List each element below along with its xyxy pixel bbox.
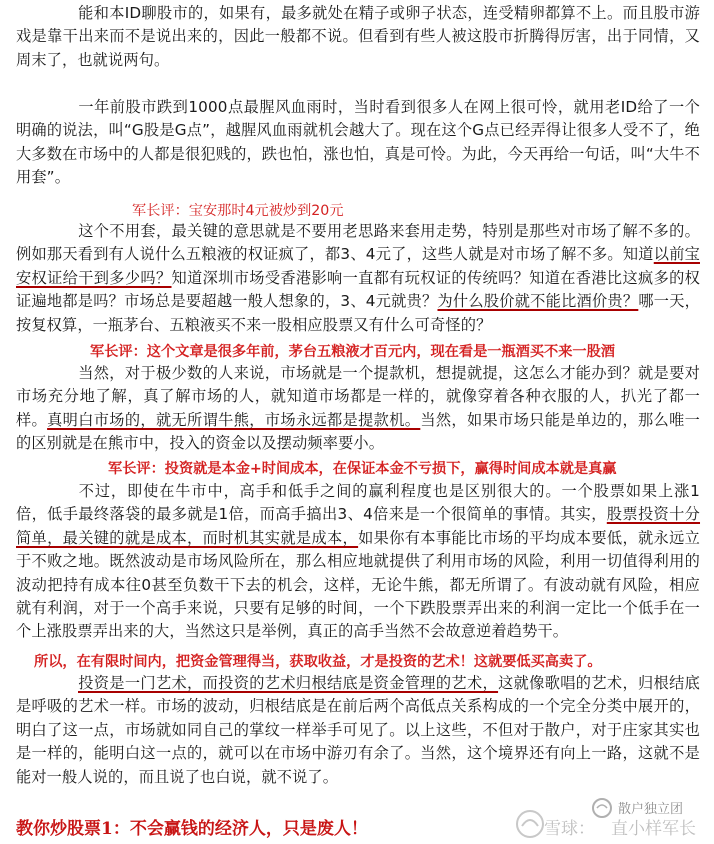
paragraph-text: 不过，即使在牛市中，高手和低手之间的赢利程度也是区别很大的。一个股票如果上涨1倍，低手最终落袋的最多就是1倍，而高手搞出3、4倍来是一个很简单的事情。其实， bbox=[16, 482, 700, 524]
underlined-phrase: 股票投资十分简单，最关键的就是成本，而时机其实就是成本， bbox=[16, 505, 701, 547]
commentary-2: 军长评：这个文章是很多年前，茅台五粮液才百元内，现在看是一瓶酒买不来一股酒 bbox=[90, 344, 615, 360]
paragraph-text: 能和本ID聊股市的，如果有，最多就处在精子或卵子状态，连受精卵都算不上。而且股市游戏是靠干出来而不是说出来的，因此一般都不说。但看到有些人被这股市折腾得厉害，出于同情，又周末了，也就说两句。 bbox=[16, 4, 700, 69]
paragraph-3 bbox=[16, 220, 700, 337]
underlined-phrase: 投资是一门艺术，而投资的艺术归根结底是资金管理的艺术， bbox=[78, 674, 499, 692]
paragraph-text: 当然，如果市场只能是单边的，那么唯一的区别就是在熊市中，投入的资金以及摆动频率要小。 bbox=[16, 410, 700, 453]
paragraph-text: 这就像歌唱的艺术，归根结底是呼吸的艺术一样。市场的波动，归根结底是在前后两个高低点关系构成的一个完全分类中展开的，明白了这一点，市场就如同自己的掌纹一样举手可见了。以上这些，不但对于散户，对于庄家其实也是一样的，能明白这一点的，就可以在市场中游刃有余了。当然，这个境界还有向上一路，这就不是能对一般人说的，而且说了也白说，就不说了。 bbox=[16, 674, 700, 786]
commentary-3: 军长评：投资就是本金+时间成本，在保证本金不亏损下，赢得时间成本就是真赢 bbox=[108, 461, 617, 477]
closing-title: 教你炒股票1：不会赢钱的经济人，只是废人！ bbox=[16, 819, 368, 839]
paragraph-text: 哪一天，按复权算，一瓶茅台、五粮液买不来一股相应股票又有什么可奇怪的？ bbox=[16, 292, 700, 334]
underlined-phrase: 以前宝安权证给干到多少吗？ bbox=[16, 245, 700, 287]
paragraph-text: 知道深圳市场受香港影响一直都有玩权证的传统吗？知道在香港比这疯多的权证遍地都是吗？市场总是要超越一般人想象的，3、4元就贵？ bbox=[16, 268, 701, 311]
paragraph-text: 一年前股市跌到1000点最腥风血雨时，当时看到很多人在网上很可怜，就用老ID给了一个明确的说法，叫“G股是G点”，越腥风血雨就机会越大了。现在这个G点已经弄得让很多人受不了，绝大多数在市场中的人都是很犯贱的，跌也怕，涨也怕，真是可怜。为此，今天再给一句话，叫“大牛不用套”。 bbox=[16, 98, 700, 187]
paragraph-4 bbox=[16, 362, 700, 456]
paragraph-6 bbox=[16, 672, 700, 789]
underlined-phrase: 为什么股价就不能比酒价贵？ bbox=[437, 292, 639, 311]
watermark-author bbox=[544, 814, 696, 839]
paragraph-text: 这个不用套，最关键的意思就是不要用老思路来套用走势，特别是那些对市场了解不多的。例如那天看到有人说什么五粮液的权证疯了，都3、4元了，这些人就是对市场了解不多。知道 bbox=[16, 222, 700, 264]
paragraph-intro-2 bbox=[16, 96, 700, 190]
paragraph-intro-1 bbox=[16, 2, 700, 72]
underlined-phrase: 真明白市场的，就无所谓牛熊，市场永远都是提款机。 bbox=[47, 410, 421, 429]
commentary-1: 军长评：宝安那时4元被炒到20元 bbox=[132, 203, 344, 219]
watermark bbox=[514, 796, 710, 840]
watermark-handle: 直小样军长 bbox=[611, 819, 696, 839]
watermark-site: 雪球： bbox=[544, 819, 595, 839]
commentary-4: 所以，在有限时间内，把资金管理得当，获取收益，才是投资的艺术！这就要低买高卖了。 bbox=[34, 654, 602, 670]
paragraph-5 bbox=[16, 480, 700, 644]
paragraph-text: 如果你有本事能比市场的平均成本要低，就永远立于不败之地。既然波动是市场风险所在，那么相应地就提供了利用市场的风险，利用一切值得利用的波动把持有成本往0甚至负数干下去的机会，这样，无论牛熊，都无所谓了。有波动就有风险，相应就有利润，对于一个高手来说，只要有足够的时间，一个下跌股票弄出来的利润一定比一个低手在一个上涨股票弄出来的大，当然这只是举例，真正的高手当然不会故意逆着趋势干。 bbox=[16, 528, 700, 641]
paragraph-text: 当然，对于极少数的人来说，市场就是一个提款机，想提就提，这怎么才能办到？就是要对市场充分地了解，真了解市场的人，就知道市场都是一样的，就像穿着各种衣服的人，扒光了都一样。 bbox=[16, 364, 700, 429]
watermark-channel-name: 散户独立团 bbox=[618, 802, 684, 817]
